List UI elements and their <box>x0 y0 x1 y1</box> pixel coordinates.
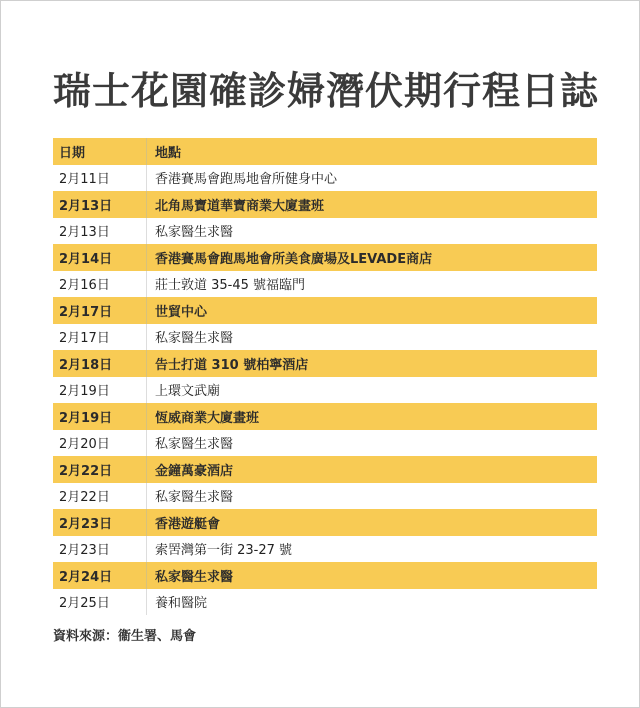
row-place: 私家醫生求醫 <box>155 437 234 453</box>
table-header-row <box>53 138 597 165</box>
row-place: 金鐘萬豪酒店 <box>155 463 234 479</box>
table-row <box>53 350 597 377</box>
row-date: 2月13日 <box>53 191 147 218</box>
table-row <box>53 536 597 563</box>
header-date: 日期 <box>53 138 147 165</box>
row-place: 索罟灣第一街 23-27 號 <box>155 543 293 559</box>
table-row <box>53 271 597 298</box>
row-place: 北角馬寶道華寶商業大廈畫班 <box>155 198 325 214</box>
table-row <box>53 165 597 192</box>
row-date: 2月22日 <box>53 456 147 483</box>
row-date: 2月19日 <box>53 403 147 430</box>
table-row <box>53 456 597 483</box>
row-date: 2月20日 <box>53 430 147 457</box>
row-place: 上環文武廟 <box>155 384 221 400</box>
row-place: 香港賽馬會跑馬地會所美食廣場及LEVADE商店 <box>155 251 433 267</box>
row-place: 告士打道 310 號柏寧酒店 <box>155 357 309 373</box>
table-row <box>53 244 597 271</box>
page-title: 瑞士花園確診婦潛伏期行程日誌 <box>53 69 600 113</box>
table-row <box>53 377 597 404</box>
row-date: 2月18日 <box>53 350 147 377</box>
row-date: 2月23日 <box>53 509 147 536</box>
row-place: 養和醫院 <box>155 596 208 612</box>
row-date: 2月19日 <box>53 377 147 404</box>
source-note: 資料來源：衞生署、馬會 <box>53 629 197 644</box>
row-place: 香港遊艇會 <box>155 516 221 532</box>
table-row <box>53 218 597 245</box>
row-date: 2月17日 <box>53 324 147 351</box>
row-place: 世貿中心 <box>155 304 208 320</box>
row-date: 2月24日 <box>53 562 147 589</box>
row-date: 2月14日 <box>53 244 147 271</box>
table-row <box>53 297 597 324</box>
row-date: 2月16日 <box>53 271 147 298</box>
table-row <box>53 562 597 589</box>
row-place: 私家醫生求醫 <box>155 569 234 585</box>
row-date: 2月22日 <box>53 483 147 510</box>
table-row <box>53 191 597 218</box>
row-place: 莊士敦道 35-45 號福臨門 <box>155 278 306 294</box>
row-place: 私家醫生求醫 <box>155 331 234 347</box>
table-row <box>53 483 597 510</box>
row-date: 2月17日 <box>53 297 147 324</box>
header-place: 地點 <box>155 145 182 161</box>
row-place: 私家醫生求醫 <box>155 490 234 506</box>
table-row <box>53 403 597 430</box>
row-place: 恆威商業大廈畫班 <box>155 410 260 426</box>
table-row <box>53 324 597 351</box>
row-date: 2月11日 <box>53 165 147 192</box>
row-date: 2月25日 <box>53 589 147 616</box>
table-row <box>53 430 597 457</box>
itinerary-table <box>53 138 597 615</box>
row-date: 2月13日 <box>53 218 147 245</box>
table-row <box>53 509 597 536</box>
table-row <box>53 589 597 616</box>
table-body <box>53 165 597 616</box>
row-place: 香港賽馬會跑馬地會所健身中心 <box>155 172 338 188</box>
row-date: 2月23日 <box>53 536 147 563</box>
row-place: 私家醫生求醫 <box>155 225 234 241</box>
